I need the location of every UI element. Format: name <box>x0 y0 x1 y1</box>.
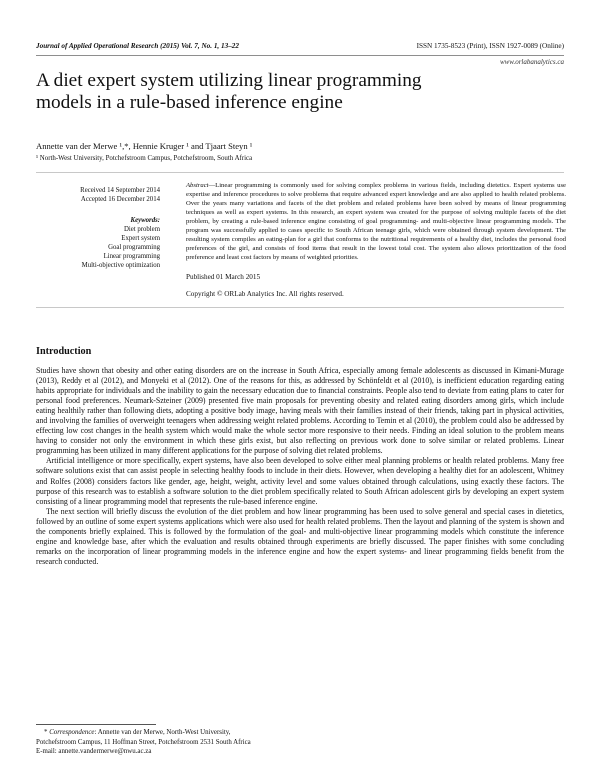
journal-url[interactable]: www.orlabanalytics.ca <box>499 58 564 66</box>
received-date: Received 14 September 2014 <box>80 187 160 194</box>
footnote-marker: * <box>44 729 48 736</box>
abstract-text: —Linear programming is commonly used for solving complex problems in various fields, including dietetics. Expert systems use expertise and inference procedures to solve problems that require advanced expert knowledge and are also applied to health related problems. Over the years many variations and facets of the diet problem and related problems have been solved by means of linear programming techniques as well as expert systems. In this research, an expert system was created for the purpose of solving multiple facets of the diet problem, by creating a rule-based inference engine consisting of goal programming- and multi-objective linear programming models. The program was successfully applied to cases specific to South African teenage girls, which were obtained through system development. The resulting system compiles an eating-plan for a girl that conforms to the nutritional requirements of a healthy diet, includes the personal food preferences of the girl, and consists of food items that result in the lowest total cost. The system also allows prioritization of the food preference and least cost factors by means of weighted priorities. <box>186 182 566 262</box>
published-date: Published 01 March 2015 <box>186 273 261 281</box>
issn: ISSN 1735-8523 (Print), ISSN 1927-0089 (Online) <box>416 42 564 50</box>
journal-citation: Journal of Applied Operational Research (2015) Vol. 7, No. 1, 13–22 <box>36 42 239 50</box>
keywords <box>36 216 160 270</box>
article-title: A diet expert system utilizing linear programming models in a rule-based inference engine <box>36 70 422 113</box>
keyword: Multi-objective optimization <box>81 262 160 269</box>
divider <box>36 172 564 173</box>
footnote <box>36 728 566 757</box>
dates <box>36 186 160 204</box>
paragraph: The next section will briefly discuss the evolution of the diet problem and how linear programming has been used to solve general and special cases in dietetics, followed by an outline of some expert systems applications which were also used for health related problems. Then the layout and planning of the system is shown and the components briefly explained. This is followed by the formulation of the goal- and multi-objective linear programming models which constitute the inference engine and knowledge base, after which the evaluation and results obtained through experiments are briefly discussed. The paper finishes with some concluding remarks on the incorporation of linear programming models in the inference engine and how the expert systems- and linear programming fields benefit from the research conducted. <box>36 506 564 566</box>
header-rule <box>36 55 564 56</box>
footnote-line: Potchefstroom Campus, 11 Hoffman Street, Potchefstroom 2531 South Africa <box>36 738 251 746</box>
keyword: Goal programming <box>108 244 160 251</box>
authors: Annette van der Merwe ¹,*, Hennie Kruger ¹ and Tjaart Steyn ¹ <box>36 141 253 151</box>
keywords-label: Keywords: <box>130 217 160 224</box>
keyword: Diet problem <box>123 226 160 233</box>
abstract-label: Abstract <box>186 182 209 189</box>
abstract <box>186 181 566 262</box>
paragraph: Artificial intelligence or more specifically, expert systems, have also been developed to solve either meal planning problems or health related problems. Many free software solutions exist that can assist people in selecting healthy foods to include in their diets. However, when developing a healthy diet for an adolescent, Whitney and Rolfes (2008) considers factors like gender, age, height, weight, activity level and some values obtained through calculations, using exactly these factors. The purpose of this research was to establish a software solution to the diet problem specifically related to South African adolescent girls by developing an expert system consisting of a linear programming model that represents the rule-based inference engine. <box>36 456 564 506</box>
accepted-date: Accepted 16 December 2014 <box>80 196 160 203</box>
footnote-email[interactable]: E-mail: annette.vandermerwe@nwu.ac.za <box>36 748 152 755</box>
section-heading: Introduction <box>36 346 92 357</box>
footnote-line: : Annette van der Merwe, North-West University, <box>94 729 231 736</box>
paragraph: Studies have shown that obesity and other eating disorders are on the increase in South Africa, especially among female adolescents as discussed in Kimani-Murage (2013), Reddy et al (2012), and Monyeki et al (2012). One of the reasons for this, as addressed by Schönfeldt et al (2010), is inefficient education regarding eating habits appropriate for individuals and the inability to gain the necessary education due to financial constraints. People also tend to deviate from eating plans to cater for personal food preferences. Neumark-Szteiner (2009) presented five main proposals for preventing obesity and related eating disorders among girls, which include eating healthily rather than following diets, adopting a positive body image, having meals with their families instead of their friends, taking part in physical activities, and involving the families of overweight teenagers when addressing weight related problems. According to Temin et al (2010), the problem could also be addressed by effecting low cost changes in the health system which would make the whole sector more responsive to their needs. Finding an ideal solution to the problem means having to consider not only the environment in which these girls exist, but also reflecting on previous work done to solve similar or related problems. Linear programming has been utilized in many different applications for the purpose of solving diet related problems. <box>36 366 564 456</box>
body-text <box>36 366 564 567</box>
affiliation: ¹ North-West University, Potchefstroom Campus, Potchefstroom, South Africa <box>36 155 253 162</box>
divider <box>36 307 564 308</box>
footnote-label: Correspondence <box>49 729 95 736</box>
copyright: Copyright © ORLab Analytics Inc. All rights reserved. <box>186 290 344 298</box>
keyword: Linear programming <box>103 253 160 260</box>
footnote-rule <box>36 724 156 725</box>
keyword: Expert system <box>121 235 160 242</box>
